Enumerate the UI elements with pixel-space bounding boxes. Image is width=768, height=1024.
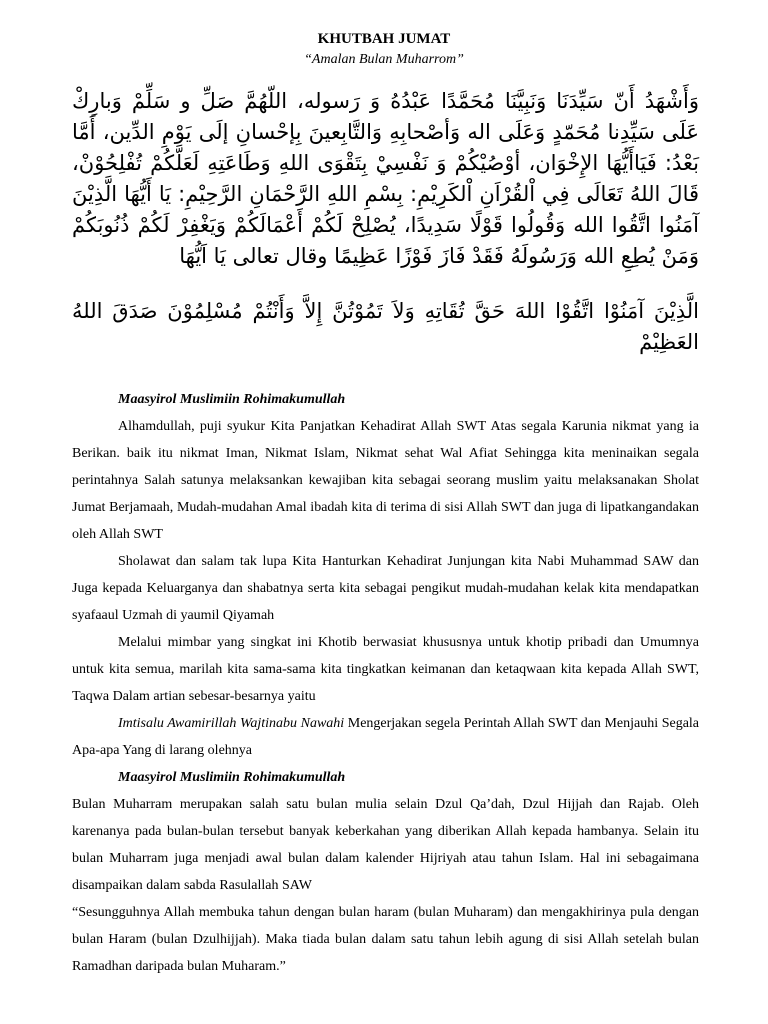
paragraph-sholawat: Sholawat dan salam tak lupa Kita Hanturkan Kehadirat Junjungan kita Nabi Muhammad SAW dan Juga kepada Keluarganya dan shabatnya serta kita sebagai pengikut mudah-mudahan kelak kita mendapatkan syafaaul Uzmah di yaumil Qiyamah (72, 554, 699, 623)
document-subtitle: “Amalan Bulan Muharrom” (304, 52, 464, 67)
paragraph-hadith-quote: “Sesungguhnya Allah membuka tahun dengan bulan haram (bulan Muharam) dan mengakhirinya pula dengan bulan Haram (bulan Dzulhijjah). Maka tiada bulan dalam satu tahun lebih agung di sisi Allah setelah bulan Ramadhan daripada bulan Muharam.” (72, 905, 699, 974)
section-heading: Maasyirol Muslimiin Rohimakumullah (118, 392, 346, 407)
paragraph-wasiat: Melalui mimbar yang singkat ini Khotib berwasiat khususnya untuk khotip pribadi dan Umumnya untuk kita semua, marilah kita sama-sama kita tingkatkan keimanan dan ketaqwaan kita kepada Allah SWT, Taqwa Dalam artian sebesar-besarnya yaitu (72, 635, 699, 704)
paragraph-taqwa (72, 710, 699, 764)
arabic-verse-text: الَّذِيْنَ آمَنُوْا اتَّقُوْا اللهَ حَقَّ تُقَاتِهِ وَلاَ تَمُوْتُنَّ إِلاَّ وَأَنْتُمْ مُسْلِمُوْنَ صَدَقَ اللهُ العَظِيْمْ (72, 299, 699, 354)
paragraph-taqwa-rest: Mengerjakan segela Perintah Allah SWT dan Menjauhi Segala Apa-apa Yang di larang olehnya (72, 716, 700, 758)
arabic-opening-text: وَأَشْهَدُ أَنّ سَيِّدَنَا وَنَبِيَّنَا مُحَمَّدًا عَبْدُهُ وَ رَسوله، اللّهُمَّ صَلِّ و سَلِّمْ وَبارِكْ عَلَى سَيِّدِنا مُحَمّدٍ وَعَلَى اله وَأصْحابِهِ وَالتَّابِعينَ بِإحْسانِ إلَى يَوْمِ الدِّين، أَمَّا بَعْدُ: فَيَاأَيُّهَا الإِخْوَان، أوْصُيْكُمْ وَ نَفْسِيْ بِتَقْوَى اللهِ وَطَاعَتِهِ لَعَلَّكُمْ تُفْلِحُوْنْ، قَالَ اللهُ تَعَالَى فِي اْلقُرْاَنِ اْلكَرِيْمِ: بِسْمِ اللهِ الرَّحْمَانِ الرَّحِيْمِ: يَا أَيُّهَا الَّذِيْنَ آمَنُوا اتَّقُوا الله وَقُولُوا قَوْلًا سَدِيدًا، يُصْلِحْ لَكُمْ أَعْمَالَكُمْ وَيَغْفِرْ لَكُمْ ذُنُوبَكُمْ وَمَنْ يُطِعِ الله وَرَسُولَهُ فَقَدْ فَازَ فَوْزًا عَظِيمًا وقال تعالى يَا اَيُّهَا (72, 89, 699, 268)
document-title: KHUTBAH JUMAT (317, 31, 451, 47)
paragraph-taqwa-italic: Imtisalu Awamirillah Wajtinabu Nawahi (118, 716, 345, 731)
sermon-body (72, 386, 699, 980)
paragraph-praise: Alhamdullah, puji syukur Kita Panjatkan Kehadirat Allah SWT Atas segala Karunia nikmat yang ia Berikan. baik itu nikmat Iman, Nikmat Islam, Nikmat sehat Wal Afiat Sehingga kita meninaikan segala perintahnya Salah satunya melaksankan kewajiban kita sebagai seorang muslim yaitu melaksanakan Sholat Jumat Berjamaah, Mudah-mudahan Amal ibadah kita di terima di sisi Allah SWT dan juga di lipatkangandakan oleh Allah SWT (72, 419, 699, 542)
section-heading-2: Maasyirol Muslimiin Rohimakumullah (118, 770, 346, 785)
paragraph-muharram: Bulan Muharram merupakan salah satu bulan mulia selain Dzul Qa’dah, Dzul Hijjah dan Rajab. Oleh karenanya pada bulan-bulan tersebut banyak keberkahan yang diberikan Allah kepada hambanya. Selain itu bulan Muharram juga menjadi awal bulan dalam kalender Hijriyah atau tahun Islam. Hal ini sebagaimana disampaikan dalam sabda Rasulallah SAW (72, 797, 699, 893)
